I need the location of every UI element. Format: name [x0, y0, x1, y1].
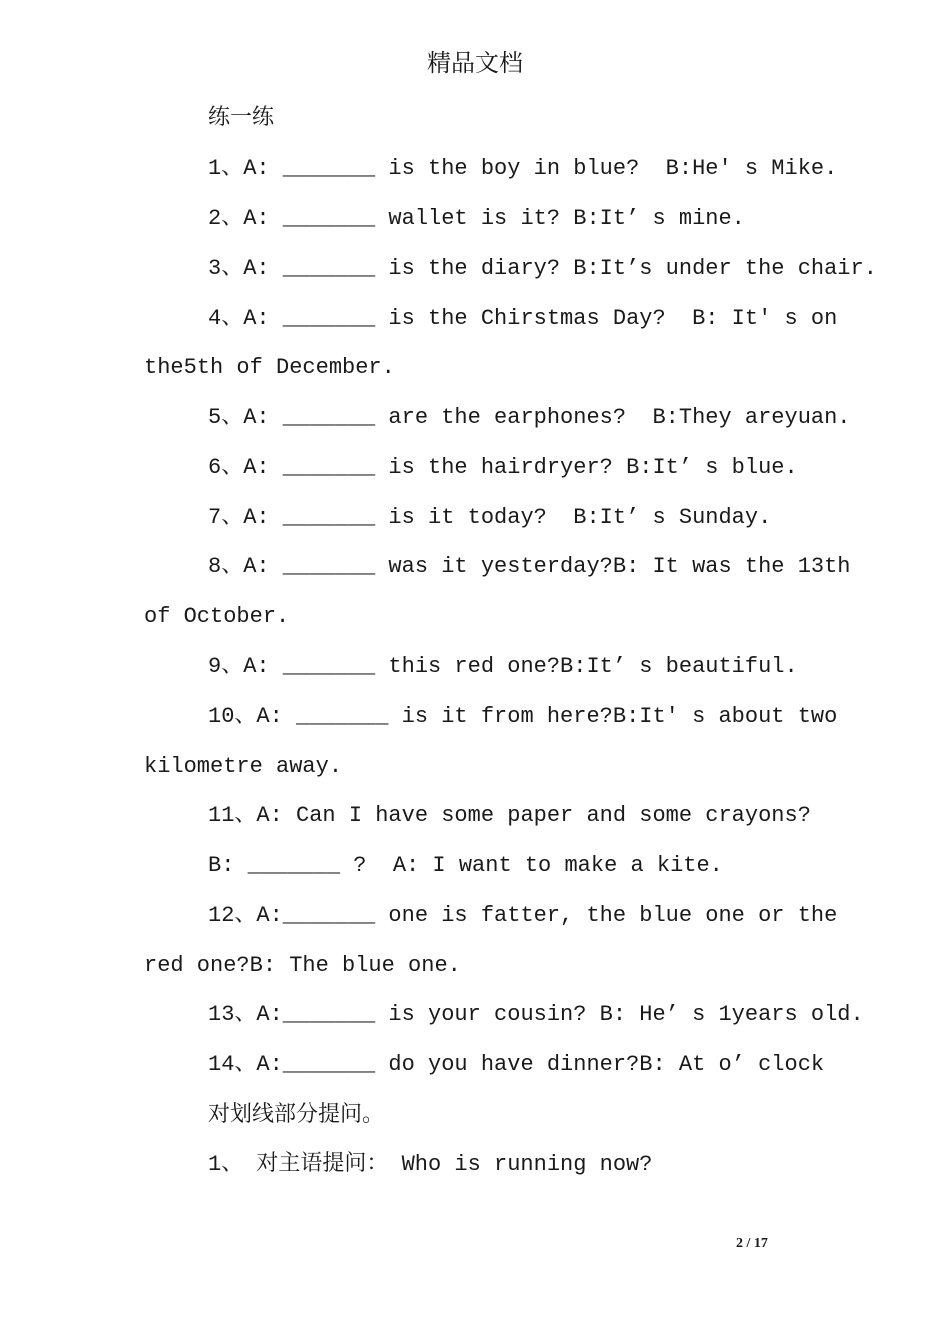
exercise-line: 1、 对主语提问： Who is running now? — [208, 1152, 653, 1177]
page-header-title: 精品文档 — [427, 49, 523, 77]
exercise-line: 12、A:_______ one is fatter, the blue one or the — [208, 903, 838, 928]
exercise-line: 13、A:_______ is your cousin? B: He’ s 1years old. — [208, 1002, 864, 1027]
exercise-line: 6、A: _______ is the hairdryer? B:It’ s blue. — [208, 455, 798, 480]
exercise-line-continuation: kilometre away. — [144, 754, 343, 779]
exercise-line: B: _______ ? A: I want to make a kite. — [208, 853, 723, 878]
exercise-line: 7、A: _______ is it today? B:It’ s Sunday. — [208, 505, 772, 530]
exercise-line: 14、A:_______ do you have dinner?B: At o’ clock — [208, 1052, 825, 1077]
exercise-line: 5、A: _______ are the earphones? B:They areyuan. — [208, 405, 851, 430]
exercise-line: 3、A: _______ is the diary? B:It’s under the chair. — [208, 256, 877, 281]
page-number: 2 / 17 — [736, 1236, 768, 1251]
section-title: 练一练 — [208, 105, 275, 130]
exercise-line: 2、A: _______ wallet is it? B:It’ s mine. — [208, 206, 745, 231]
subsection-title: 对划线部分提问。 — [208, 1102, 385, 1127]
exercise-line: 8、A: _______ was it yesterday?B: It was the 13th — [208, 554, 851, 579]
exercise-line: 10、A: _______ is it from here?B:It' s about two — [208, 704, 838, 729]
exercise-line: 9、A: _______ this red one?B:It’ s beautiful. — [208, 654, 798, 679]
exercise-line: 1、A: _______ is the boy in blue? B:He' s Mike. — [208, 156, 838, 181]
exercise-line: 11、A: Can I have some paper and some crayons? — [208, 803, 811, 828]
exercise-line-continuation: red one?B: The blue one. — [144, 953, 461, 978]
exercise-line: 4、A: _______ is the Chirstmas Day? B: It' s on — [208, 306, 838, 331]
exercise-line-continuation: of October. — [144, 604, 290, 629]
exercise-line-continuation: the5th of December. — [144, 355, 395, 380]
